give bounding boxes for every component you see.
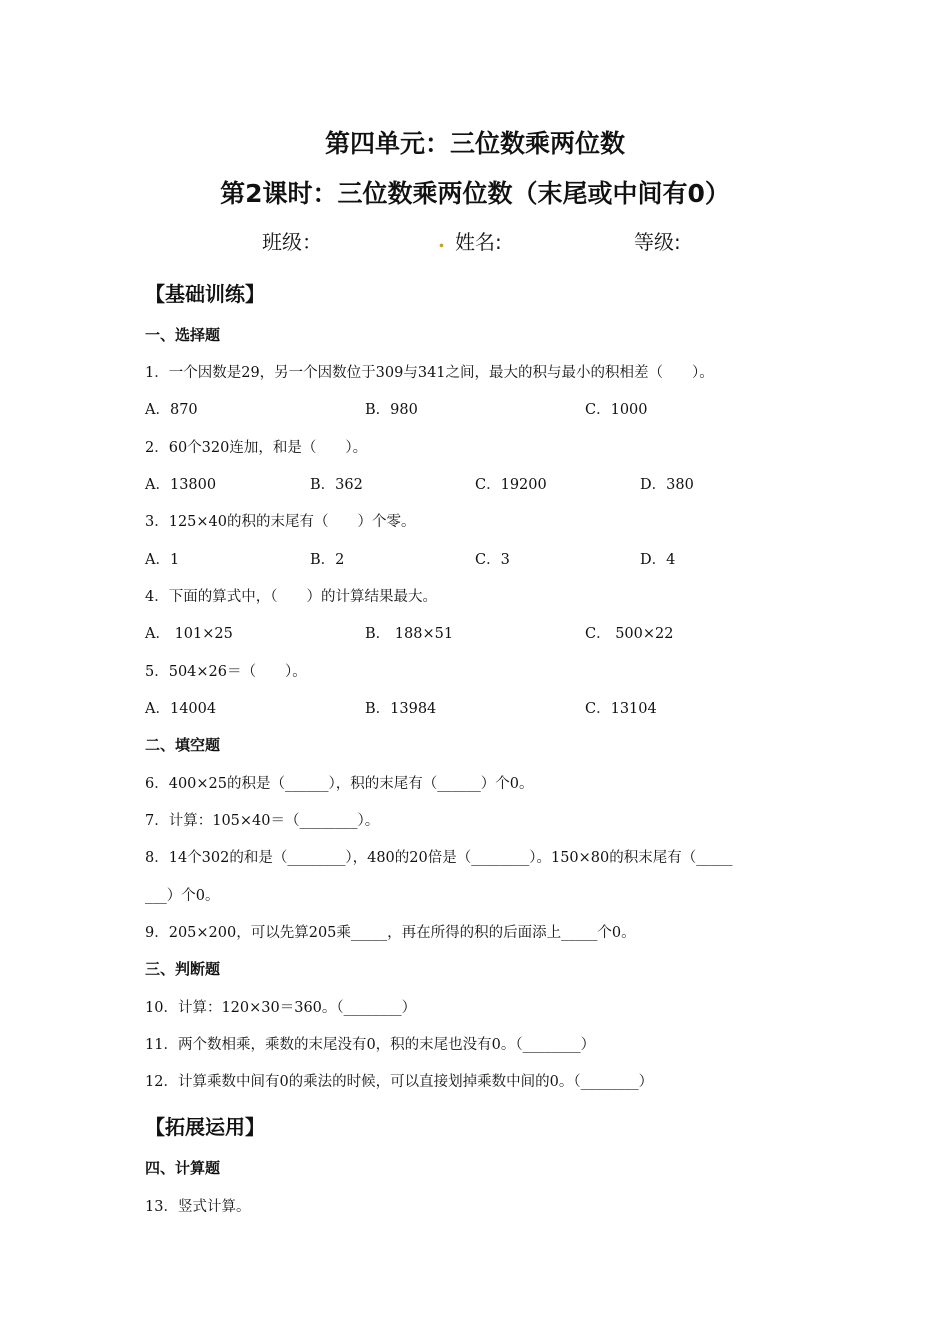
- q3-option-b: B．2: [310, 552, 345, 568]
- q2-option-a: A．13800: [145, 477, 217, 493]
- part-choice-heading: 一、选择题: [145, 326, 221, 344]
- question-4: 4．下面的算式中，（ ）的计算结果最大。: [145, 589, 437, 605]
- q2-option-d: D．380: [640, 477, 694, 493]
- q1-option-b: B．980: [365, 402, 418, 418]
- q3-option-c: C．3: [475, 552, 510, 568]
- part-judge-heading: 三、判断题: [145, 960, 221, 978]
- question-2: 2．60个320连加，和是（ ）。: [145, 440, 368, 456]
- q4-option-b: B． 188×51: [365, 626, 454, 642]
- q2-option-b: B．362: [310, 477, 363, 493]
- q2-option-c: C．19200: [475, 477, 547, 493]
- q1-option-a: A．870: [145, 402, 198, 418]
- question-11: 11．两个数相乘，乘数的末尾没有0，积的末尾也没有0。（________）: [145, 1037, 596, 1053]
- grade-label: 等级:: [634, 230, 681, 254]
- q5-option-c: C．13104: [585, 701, 657, 717]
- q3-option-a: A．1: [145, 552, 180, 568]
- question-3: 3．125×40的积的末尾有（ ）个零。: [145, 514, 416, 530]
- question-8: 8．14个302的和是（________），480的20倍是（________）。150×80的积末尾有（_____: [145, 850, 733, 866]
- question-9: 9．205×200，可以先算205乘_____，再在所得的积的后面添上_____个0。: [145, 925, 636, 941]
- q3-option-d: D．4: [640, 552, 676, 568]
- section-basic-training: 【基础训练】: [145, 282, 265, 306]
- q1-option-c: C．1000: [585, 402, 648, 418]
- part-fill-heading: 二、填空题: [145, 736, 221, 754]
- page-subtitle: 第2课时：三位数乘两位数（末尾或中间有0）: [220, 179, 730, 208]
- name-label: 姓名:: [455, 230, 502, 254]
- question-1: 1．一个因数是29，另一个因数位于309与341之间，最大的积与最小的积相差（ ）。: [145, 365, 714, 381]
- part-calc-heading: 四、计算题: [145, 1159, 221, 1177]
- question-7: 7．计算：105×40＝（________）。: [145, 813, 380, 829]
- section-extended-application: 【拓展运用】: [145, 1115, 265, 1139]
- q5-option-b: B．13984: [365, 701, 437, 717]
- page-title: 第四单元：三位数乘两位数: [324, 129, 625, 158]
- q5-option-a: A．14004: [145, 701, 217, 717]
- question-12: 12．计算乘数中间有0的乘法的时候，可以直接划掉乘数中间的0。（________）: [145, 1074, 654, 1090]
- question-5: 5．504×26＝（ ）。: [145, 664, 307, 680]
- q4-option-c: C． 500×22: [585, 626, 674, 642]
- question-10: 10．计算：120×30＝360。（________）: [145, 1000, 417, 1016]
- question-8-continued: ___）个0。: [145, 888, 220, 904]
- dot-mark: .: [438, 228, 445, 252]
- class-label: 班级：: [262, 230, 322, 254]
- question-6: 6．400×25的积是（______），积的末尾有（______）个0。: [145, 776, 534, 792]
- question-13: 13．竖式计算。: [145, 1199, 251, 1215]
- q4-option-a: A． 101×25: [145, 626, 233, 642]
